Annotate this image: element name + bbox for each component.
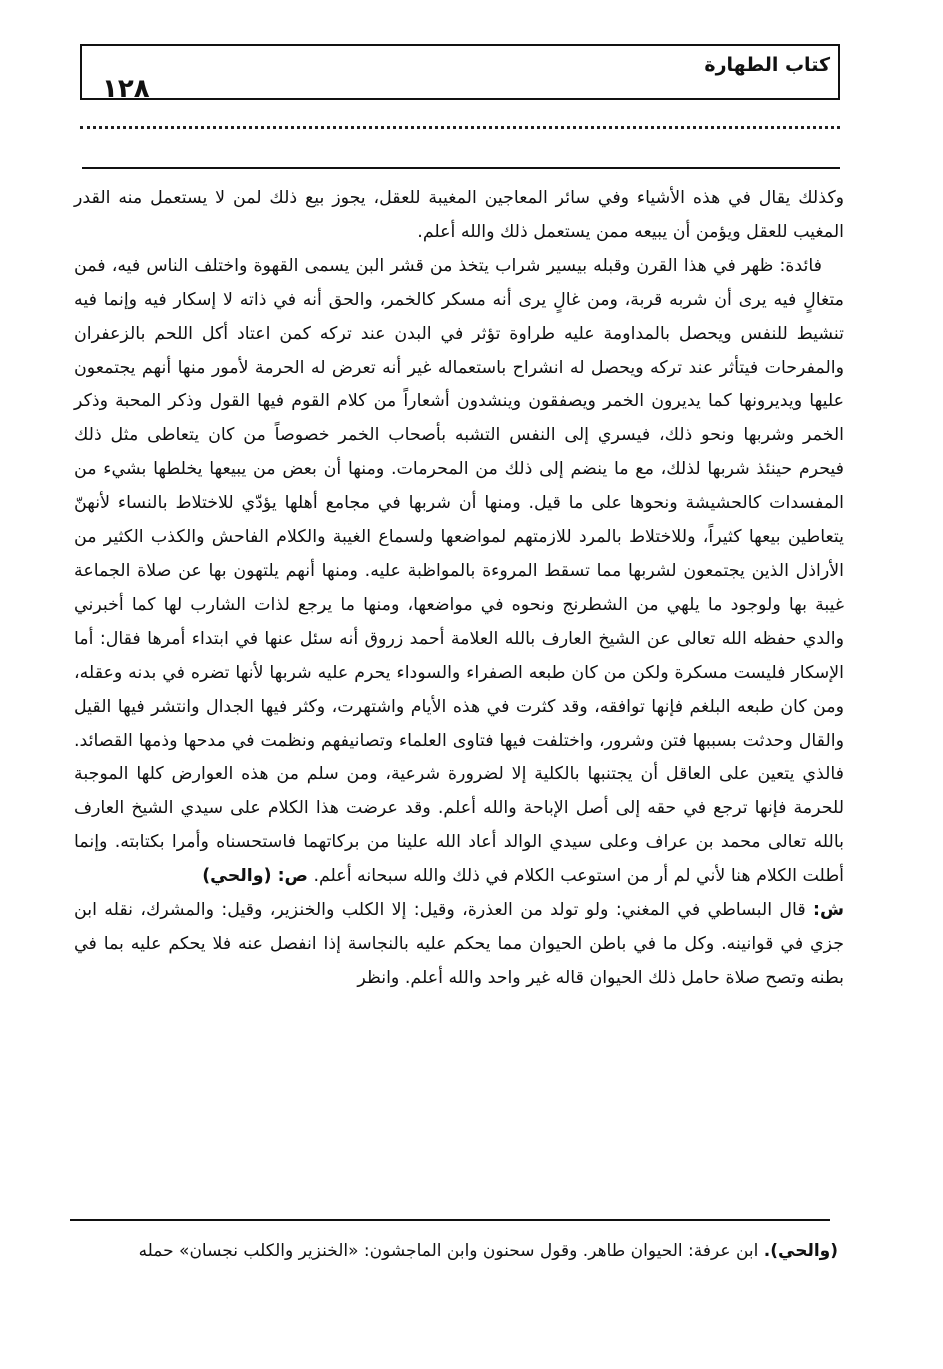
paragraph-1: وكذلك يقال في هذه الأشياء وفي سائر المعاجين المغيبة للعقل، يجوز بيع ذلك لمن لا يستعمل منه القدر المغيب للعقل ويؤمن أن يبيعه ممن يستعمل ذلك والله أعلم. <box>74 188 844 242</box>
book-title: كتاب الطهارة <box>704 54 830 76</box>
sharh-marker: ش: <box>813 900 844 921</box>
sharh-text: قال البساطي في المغني: ولو تولد من العذرة، وقيل: إلا الكلب والخنزير، وقيل: والمشرك، نقله ابن جزي في قوانينه. وكل ما في باطن الحيوان مما يحكم عليه بالنجاسة إذا انفصل عنه فلا يحكم عليه بما في بطنه وتصح صلاة حامل ذلك الحيوان قاله غير واحد والله أعلم. وانظر <box>74 900 844 988</box>
matn-marker: ص: (والحي) <box>202 866 308 887</box>
paragraph-2 <box>74 250 844 894</box>
paragraph-2-text: فائدة: ظهر في هذا القرن وقبله بيسير شراب يتخذ من قشر البن يسمى القهوة واختلف الناس فيه، فمن متغالٍ فيه يرى أن شربه قربة، ومن غالٍ يرى أنه مسكر كالخمر، والحق أنه في ذاته لا إسكار فيه وإنما فيه تنشيط للنفس ويحصل بالمداومة عليه طراوة تؤثر في البدن عند تركه كمن اعتاد أكل اللحم بالزعفران والمفرحات فيتأثر عند تركه ويحصل له انشراح باستعماله غير أنه تعرض له الحرمة لأمور منها أنهم يجتمعون عليها ويديرونها كما يديرون الخمر ويصفقون وينشدون أشعاراً من كلام القوم فيها القول وذكر المحبة وذكر الخمر وشربها ونحو ذلك، فيسري إلى النفس التشبه بأصحاب الخمر خصوصاً من كان يتعاطى مثل ذلك فيحرم حينئذ شربها لذلك، مع ما ينضم إلى ذلك من المحرمات. ومنها أن بعض من يبيعها يخلطها بشيء من المفسدات كالحشيشة ونحوها على ما قيل. ومنها أن شربها في مجامع أهلها يؤدّي للاختلاط بالنساء لأنهنّ يتعاطين بيعها كثيراً، وللاختلاط بالمرد للازمتهم لمواضعها ولسماع الغيبة والكلام الفاحش والكذب الكثير من الأراذل الذين يجتمعون لشربها مما تسقط المروءة بالمواظبة عليه. ومنها أنهم يلتهون بها عن صلاة الجماعة غيبة بها ولوجود ما يلهي من الشطرنج ونحوه في مواضعها، ومنها ما يرجع لذات الشارب لها كما أخبرني والدي حفظه الله تعالى عن الشيخ العارف بالله العلامة أحمد زروق أنه سئل عنها في ابتداء أمرها فقال: أما الإسكار فليست مسكرة ولكن من كان طبعه الصفراء والسوداء يحرم عليه شربها لأنها تضره في بدنه وعقله، ومن كان طبعه البلغم فإنها توافقه، وقد كثرت في هذه الأيام واشتهرت، وكثر فيها الجدال وانتشر فيها القيل والقال وحدثت بسببها فتن وشرور، واختلفت فيها فتاوى العلماء وتصانيفهم ونظمت في مدحها وذمها القصائد. فالذي يتعين على العاقل أن يجتنبها بالكلية إلا لضرورة شرعية، ومن سلم من هذه العوارض كلها الموجبة للحرمة فإنها ترجع في حقه إلى أصل الإباحة والله أعلم. وقد عرضت هذا الكلام على سيدي الشيخ العارف بالله تعالى محمد بن عراف وعلى سيدي الوالد أعاد الله علينا من بركاتهما فاستحسناه وأمرا بكتابته. وإنما أطلت الكلام هنا لأني لم أر من استوعب الكلام في ذلك والله سبحانه أعلم. <box>74 255 844 887</box>
top-rule <box>82 167 840 169</box>
main-text <box>74 182 844 996</box>
footnote-term: (والحي). <box>763 1241 838 1261</box>
footnote-rule <box>70 1219 830 1221</box>
footnote-text: ابن عرفة: الحيوان طاهر. وقول سحنون وابن الماجشون: «الخنزير والكلب نجسان» حمله <box>138 1241 759 1261</box>
page-number: ١٢٨ <box>102 74 150 104</box>
page-header <box>80 44 840 104</box>
footnote <box>70 1236 838 1266</box>
sharh-paragraph <box>74 894 844 996</box>
dotted-divider <box>80 126 840 129</box>
